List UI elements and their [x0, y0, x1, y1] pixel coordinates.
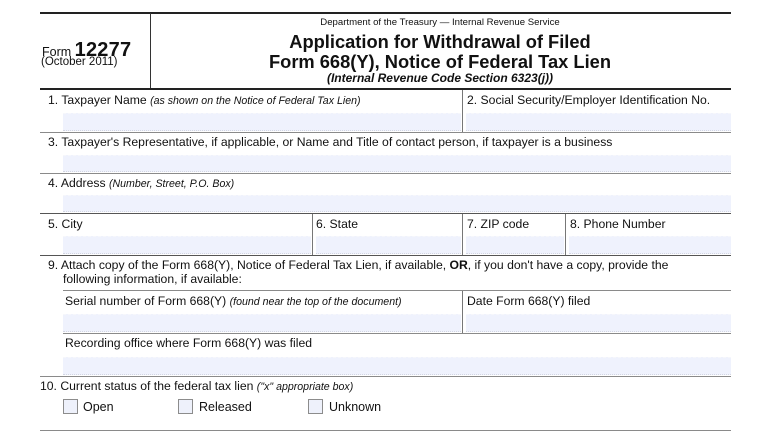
recording-office-label: Recording office where Form 668(Y) was filed [65, 336, 313, 350]
form-number-value: 12277 [74, 39, 132, 61]
attach-copy-instruction-line2: following information, if available: [63, 272, 242, 286]
status-open-checkbox[interactable] [63, 399, 78, 414]
item9-sub-top-rule [63, 290, 731, 291]
recording-office-field[interactable] [63, 357, 731, 375]
address-hint: (Number, Street, P.O. Box) [108, 178, 235, 190]
serial-bottom-rule [63, 333, 731, 334]
city-state-divider [312, 214, 313, 255]
status-open-label: Open [83, 400, 114, 414]
zip-phone-divider [565, 214, 566, 255]
department-name: Department of the Treasury — Internal Revenue Service [320, 17, 560, 28]
zip-field[interactable] [466, 236, 564, 254]
phone-field[interactable] [569, 236, 731, 254]
state-zip-divider [462, 214, 463, 255]
taxpayer-name-label-text: 1. Taxpayer Name [48, 93, 151, 107]
date-filed-field[interactable] [466, 314, 731, 332]
serial-number-label [65, 294, 402, 308]
representative-label: 3. Taxpayer's Representative, if applicable, or Name and Title of contact person, if taxpayer is a business [48, 135, 613, 149]
row5-bottom-rule [40, 255, 731, 256]
address-label-text: 4. Address [48, 176, 109, 190]
form-subtitle: (Internal Revenue Code Section 6323(j)) [326, 71, 554, 85]
row1-bottom-rule [40, 132, 731, 133]
city-label: 5. City [48, 217, 83, 231]
item10-bottom-rule [40, 430, 731, 431]
serial-number-field[interactable] [63, 314, 461, 332]
header-bottom-rule [40, 88, 731, 90]
attach-copy-or: OR [449, 258, 468, 272]
row1-divider [462, 90, 463, 132]
lien-status-label [40, 379, 353, 393]
row4-bottom-rule [40, 213, 731, 214]
form-date: (October 2011) [41, 56, 118, 68]
top-rule [40, 12, 731, 14]
representative-field[interactable] [63, 155, 731, 172]
lien-status-label-text: 10. Current status of the federal tax lien [40, 379, 257, 393]
row3-bottom-rule [40, 173, 731, 174]
status-released-label: Released [199, 400, 252, 414]
status-unknown-checkbox[interactable] [308, 399, 323, 414]
serial-date-divider [462, 291, 463, 333]
attach-copy-instruction [48, 258, 668, 272]
ssn-ein-field[interactable] [466, 113, 731, 131]
ssn-ein-label: 2. Social Security/Employer Identification No. [467, 93, 711, 107]
city-field[interactable] [63, 236, 311, 254]
address-label [48, 176, 234, 190]
serial-number-label-text: Serial number of Form 668(Y) [65, 294, 230, 308]
taxpayer-name-field[interactable] [63, 113, 461, 131]
form-title-line1: Application for Withdrawal of Filed [289, 31, 591, 52]
taxpayer-name-hint: (as shown on the Notice of Federal Tax Lien) [150, 95, 361, 107]
state-label: 6. State [316, 217, 359, 231]
state-field[interactable] [316, 236, 461, 254]
zip-label: 7. ZIP code [467, 217, 530, 231]
taxpayer-name-label [48, 93, 361, 107]
serial-number-hint: (found near the top of the document) [229, 296, 402, 308]
lien-status-hint: ("x" appropriate box) [256, 381, 354, 393]
status-released-checkbox[interactable] [178, 399, 193, 414]
attach-copy-text-a: 9. Attach copy of the Form 668(Y), Notice of Federal Tax Lien, if available, [48, 258, 450, 272]
phone-label: 8. Phone Number [570, 217, 666, 231]
address-field[interactable] [63, 195, 731, 212]
attach-copy-text-b: , if you don't have a copy, provide the [467, 258, 669, 272]
status-unknown-label: Unknown [329, 400, 382, 414]
form-prefix: Form [42, 45, 72, 59]
date-filed-label: Date Form 668(Y) filed [467, 294, 591, 308]
form-title-line2: Form 668(Y), Notice of Federal Tax Lien [268, 51, 611, 72]
item9-bottom-rule [40, 376, 731, 377]
